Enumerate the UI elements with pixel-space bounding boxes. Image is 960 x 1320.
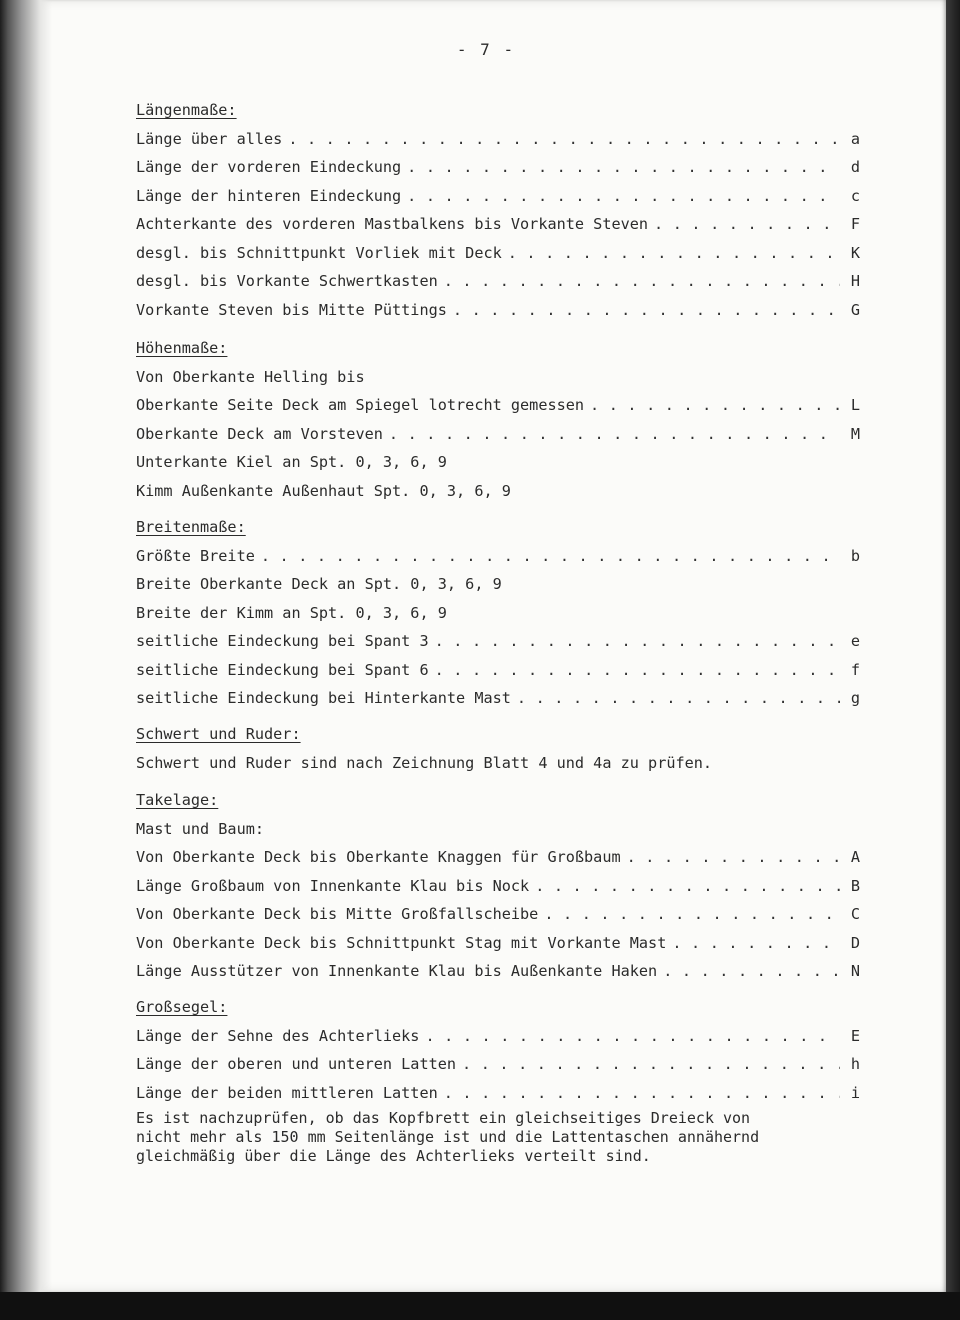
- plain-line: Unterkante Kiel an Spt. 0, 3, 6, 9: [136, 453, 447, 471]
- measure-code: i: [850, 1083, 860, 1102]
- measure-code: L: [850, 396, 860, 414]
- section-heading: Breitenmaße:: [136, 518, 246, 536]
- inspection-note: Es ist nachzuprüfen, ob das Kopfbrett ein gleichseitiges Dreieck von nicht mehr als 150 mm Seitenlänge ist und die Lattentaschen annähernd gleichmäßig über die Länge des Achterlieks verteilt sind.: [136, 1109, 760, 1165]
- measure-row: Oberkante Deck am Vorsteven . . . M: [136, 420, 860, 449]
- section-intro: Von Oberkante Helling bis: [136, 367, 365, 386]
- measure-code: H: [850, 272, 860, 290]
- measure-code: E: [850, 1026, 860, 1045]
- section-breitenmasse: [136, 513, 860, 713]
- measure-code: C: [850, 905, 860, 923]
- section-laengenmasse: [136, 96, 860, 324]
- section-schwert-ruder: [136, 720, 860, 777]
- measure-code: M: [850, 424, 860, 443]
- measure-row: Vorkante Steven bis Mitte Püttings . . . G: [136, 296, 860, 325]
- measure-code: f: [850, 660, 860, 679]
- measure-row: Länge der Sehne des Achterlieks . . . E: [136, 1022, 860, 1051]
- measure-code: A: [850, 848, 860, 866]
- plain-line: Breite der Kimm an Spt. 0, 3, 6, 9: [136, 603, 447, 622]
- measure-row: Von Oberkante Deck bis Schnittpunkt Stag mit Vorkante Mast . . . D: [136, 929, 860, 958]
- measure-code: e: [850, 632, 860, 650]
- measure-code: h: [850, 1055, 860, 1073]
- measure-code: G: [850, 300, 860, 319]
- measure-row: Länge Großbaum von Innenkante Klau bis Nock . . . B: [136, 872, 860, 901]
- measure-row: Länge der beiden mittleren Latten . . . i: [136, 1079, 860, 1108]
- measure-row: Länge der hinteren Eindeckung . . . c: [136, 182, 860, 211]
- measure-row: Länge der vorderen Eindeckung . . . d: [136, 153, 860, 182]
- measure-code: D: [850, 933, 860, 952]
- plain-line: Kimm Außenkante Außenhaut Spt. 0, 3, 6, 9: [136, 481, 511, 500]
- measure-row: Achterkante des vorderen Mastbalkens bis Vorkante Steven . . . F: [136, 210, 860, 239]
- measure-row: desgl. bis Schnittpunkt Vorliek mit Deck . . . K: [136, 239, 860, 268]
- measure-row: desgl. bis Vorkante Schwertkasten . . . H: [136, 267, 860, 296]
- section-heading: Takelage:: [136, 791, 219, 809]
- measure-row: seitliche Eindeckung bei Spant 3 . . . e: [136, 627, 860, 656]
- measure-row: Länge der oberen und unteren Latten . . . h: [136, 1050, 860, 1079]
- measure-row: Länge über alles . . . a: [136, 125, 860, 154]
- measure-code: c: [850, 186, 860, 205]
- measure-row: seitliche Eindeckung bei Spant 6 . . . f: [136, 656, 860, 685]
- section-hoehenmasse: [136, 334, 860, 505]
- page-binding-shadow: [0, 0, 52, 1292]
- measure-row: Größte Breite . . . b: [136, 542, 860, 571]
- section-intro: Mast und Baum:: [136, 819, 265, 838]
- scan-bottom-band: [0, 1292, 960, 1320]
- section-heading: Schwert und Ruder:: [136, 725, 301, 743]
- plain-line: Breite Oberkante Deck an Spt. 0, 3, 6, 9: [136, 575, 502, 593]
- measure-code: b: [850, 546, 860, 565]
- section-grosssegel: [136, 993, 860, 1166]
- section-heading: Höhenmaße:: [136, 339, 228, 357]
- measure-code: N: [850, 962, 860, 980]
- page-right-edge: [946, 0, 960, 1292]
- measure-row: Von Oberkante Deck bis Mitte Großfallscheibe . . . C: [136, 900, 860, 929]
- section-takelage: [136, 786, 860, 986]
- measure-row: Von Oberkante Deck bis Oberkante Knaggen für Großbaum . . . A: [136, 843, 860, 872]
- page-number: - 7 -: [456, 40, 516, 59]
- measure-code: a: [850, 129, 860, 148]
- measure-row: Oberkante Seite Deck am Spiegel lotrecht gemessen . . . L: [136, 391, 860, 420]
- measure-row: seitliche Eindeckung bei Hinterkante Mast . . . g: [136, 684, 860, 713]
- section-heading: Großsegel:: [136, 998, 228, 1016]
- measure-code: K: [850, 243, 860, 262]
- measure-code: F: [850, 215, 860, 233]
- section-heading: Längenmaße:: [136, 101, 237, 119]
- measure-row: Länge Ausstützer von Innenkante Klau bis Außenkante Haken . . . N: [136, 957, 860, 986]
- measure-code: B: [850, 876, 860, 895]
- plain-line: Schwert und Ruder sind nach Zeichnung Blatt 4 und 4a zu prüfen.: [136, 753, 713, 772]
- measure-code: d: [850, 158, 860, 176]
- measure-code: g: [850, 689, 860, 707]
